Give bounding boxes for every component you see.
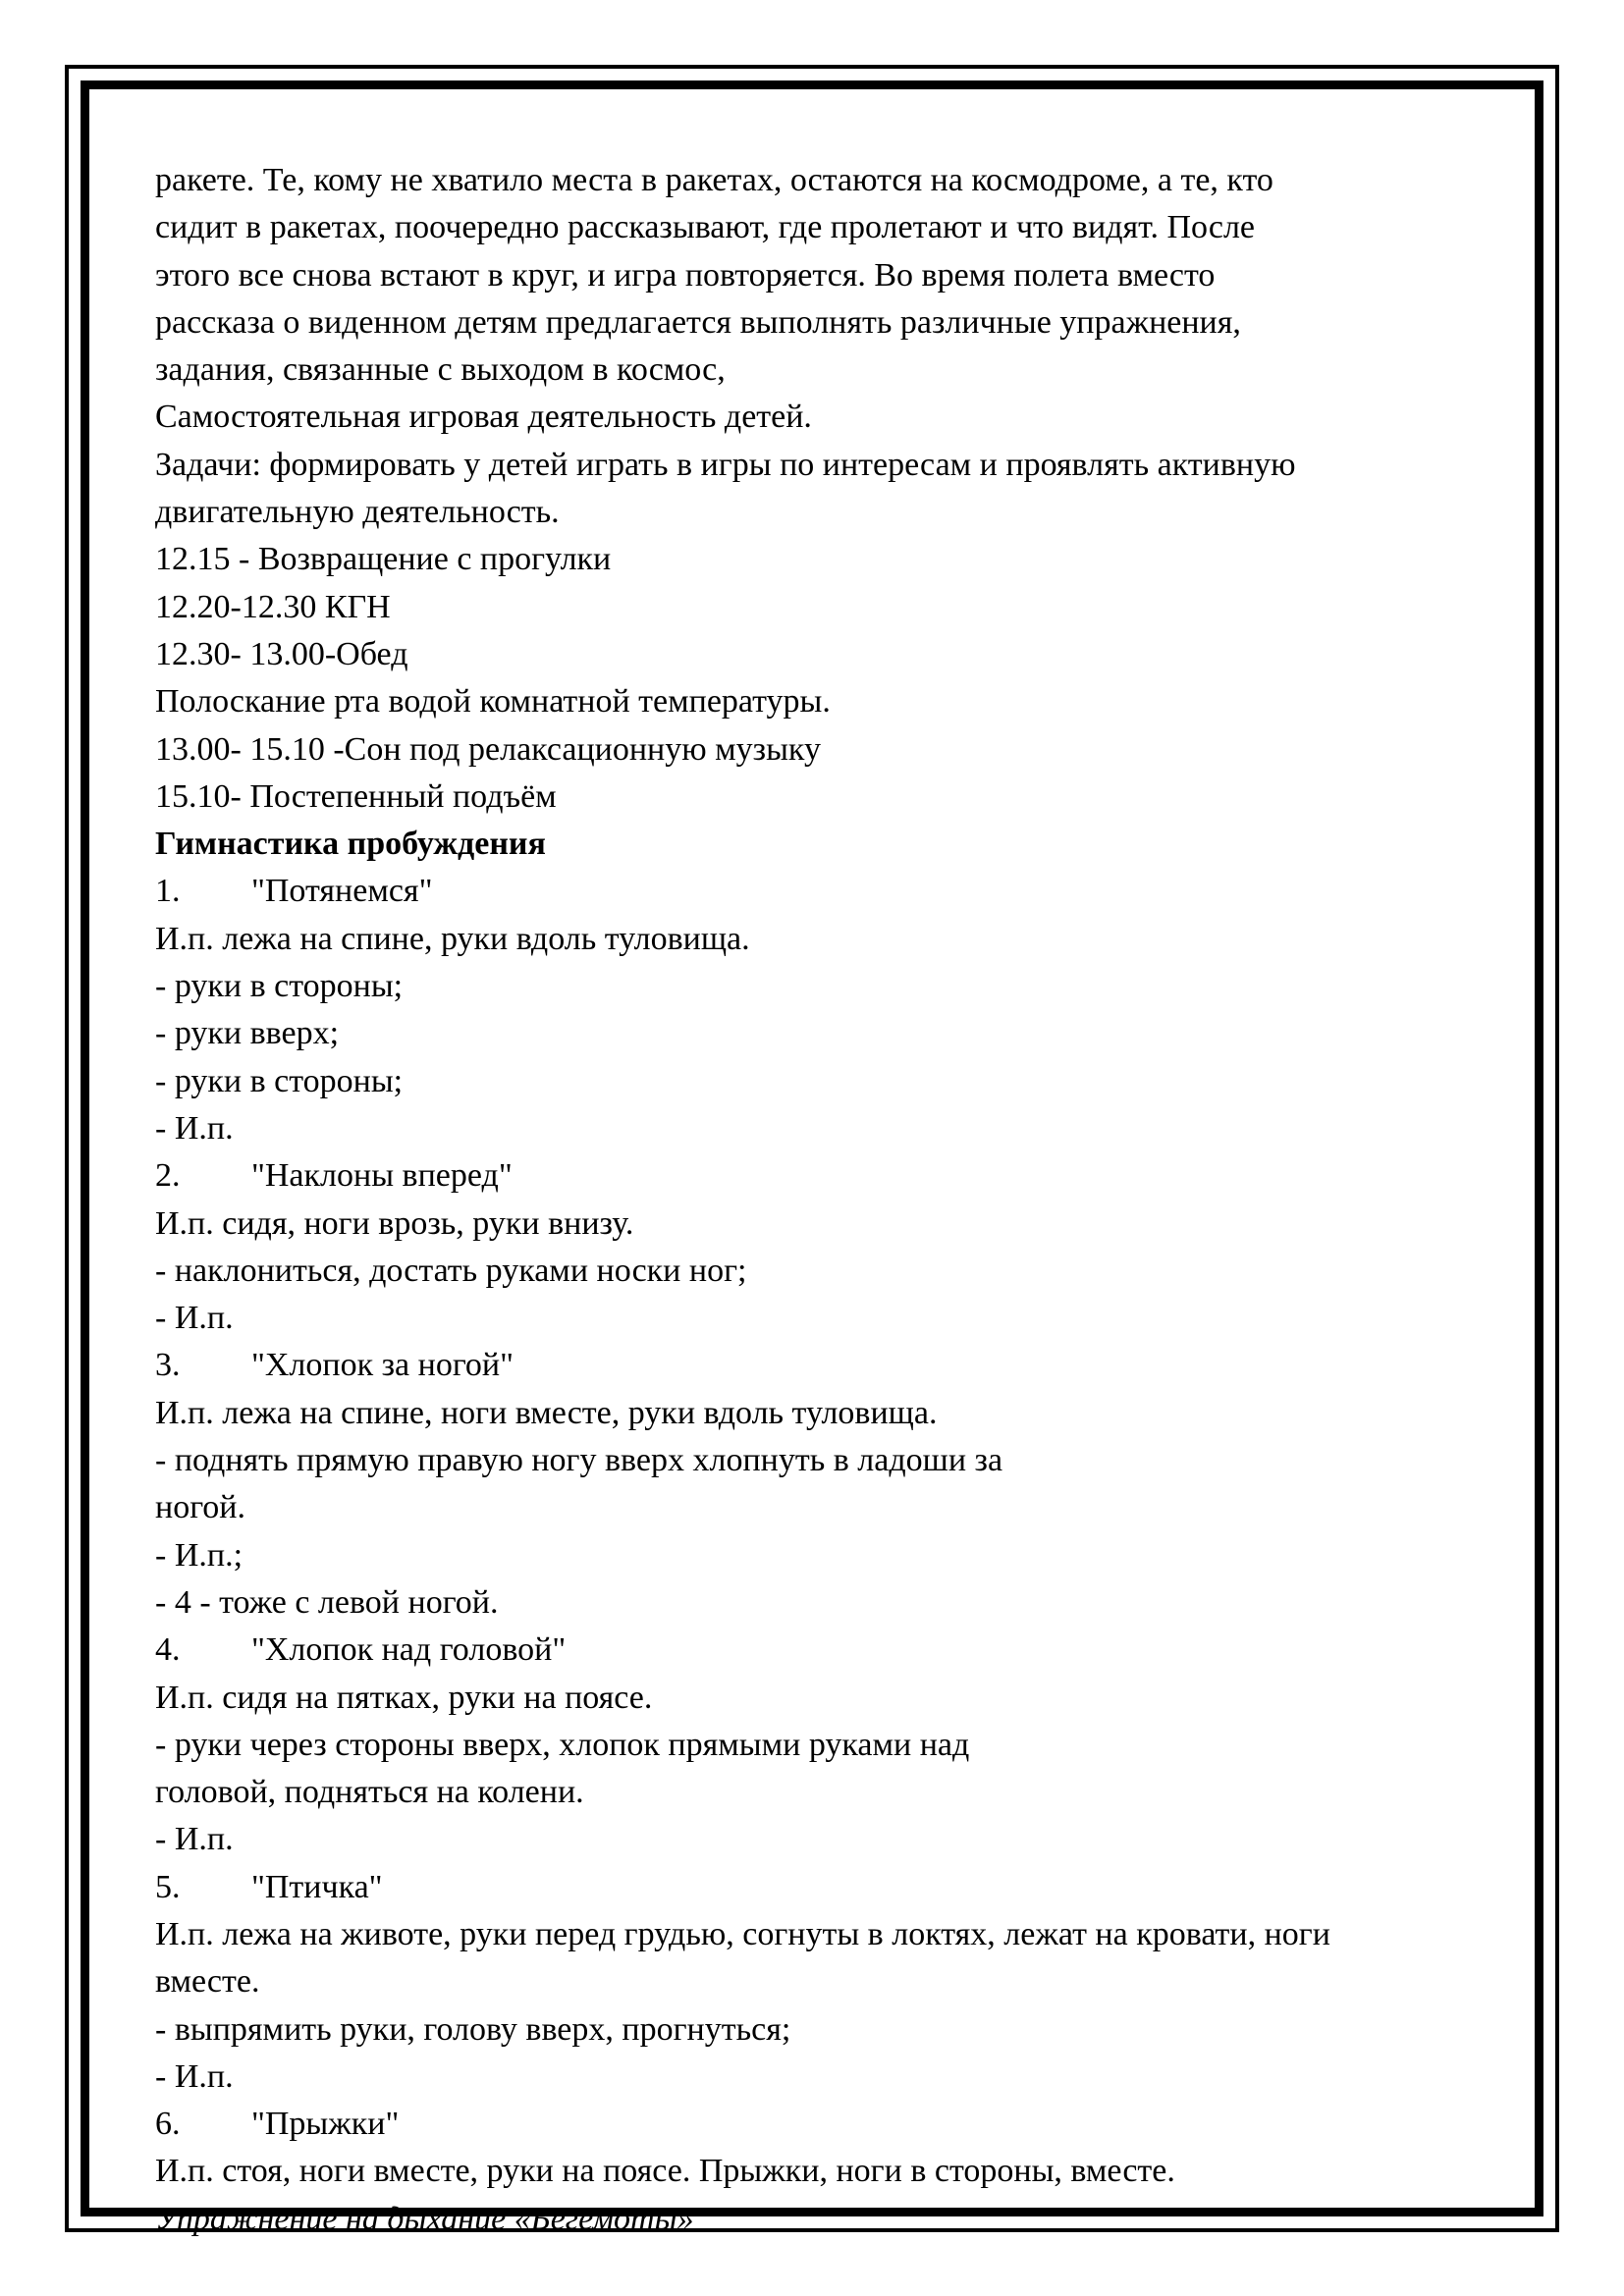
exercise-number: 4. [155, 1631, 181, 1669]
section-heading: Гимнастика пробуждения [155, 826, 546, 863]
exercise-title-line [155, 2101, 1520, 2148]
exercise-line: - выпрямить руки, голову вверх, прогнуться; [155, 2010, 791, 2048]
text-line: этого все снова встают в круг, и игра повторяется. Во время полета вместо [155, 256, 1216, 294]
exercise-line: вместе. [155, 1963, 260, 2001]
exercise-title-line [155, 1627, 1520, 1674]
exercise-line: И.п. стоя, ноги вместе, руки на поясе. Прыжки, ноги в стороны, вместе. [155, 2153, 1175, 2190]
exercise-number: 6. [155, 2106, 181, 2143]
schedule-line: 12.20-12.30 КГН [155, 588, 391, 625]
exercise-number: 2. [155, 1157, 181, 1195]
schedule-line: 15.10- Постепенный подъём [155, 777, 557, 815]
exercise-line: - И.п.; [155, 1536, 244, 1574]
exercise-line: - руки в стороны; [155, 1062, 404, 1099]
exercise-line: головой, подняться на колени. [155, 1774, 584, 1811]
exercise-line: - руки вверх; [155, 1015, 340, 1052]
exercise-number: 3. [155, 1347, 181, 1384]
exercise-number: 1. [155, 873, 181, 910]
schedule-line: 12.30- 13.00-Обед [155, 635, 408, 672]
text-line: двигательную деятельность. [155, 494, 560, 531]
exercise-title: "Прыжки" [251, 2106, 400, 2143]
exercise-line: И.п. лежа на спине, руки вдоль туловища. [155, 920, 750, 957]
text-line: задания, связанные с выходом в космос, [155, 351, 726, 389]
exercise-title-line [155, 1342, 1520, 1389]
exercise-line: И.п. сидя, ноги врозь, руки внизу. [155, 1204, 634, 1242]
exercise-title-line [155, 1152, 1520, 1200]
exercise-line: - И.п. [155, 1300, 234, 1337]
exercise-title: "Птичка" [251, 1868, 383, 1905]
text-line: сидит в ракетах, поочередно рассказывают, где пролетают и что видят. После [155, 209, 1256, 246]
schedule-line: 13.00- 15.10 -Сон под релаксационную музыку [155, 730, 821, 768]
exercise-line: И.п. сидя на пятках, руки на поясе. [155, 1679, 653, 1716]
exercise-line: ногой. [155, 1489, 245, 1526]
exercise-line: - 4 - тоже с левой ногой. [155, 1583, 499, 1621]
document-body [155, 157, 1520, 2243]
exercise-line: - руки в стороны; [155, 968, 404, 1005]
exercise-title: "Потянемся" [251, 873, 433, 910]
text-line: Задачи: формировать у детей играть в игры по интересам и проявлять активную [155, 446, 1296, 483]
text-line: рассказа о виденном детям предлагается выполнять различные упражнения, [155, 303, 1241, 341]
schedule-line: 12.15 - Возвращение с прогулки [155, 541, 612, 578]
exercise-line: - И.п. [155, 2057, 234, 2095]
exercise-title-line [155, 868, 1520, 915]
exercise-title-line [155, 1864, 1520, 1911]
text-line: Полоскание рта водой комнатной температуры. [155, 683, 831, 721]
exercise-line: - поднять прямую правую ногу вверх хлопнуть в ладоши за [155, 1442, 1003, 1479]
text-line: Самостоятельная игровая деятельность детей. [155, 399, 812, 436]
exercise-title: "Хлопок за ногой" [251, 1347, 514, 1384]
exercise-line: - И.п. [155, 1109, 234, 1147]
breathing-exercise-note: Упражнение на дыхание «Бегемоты» [155, 2200, 694, 2237]
exercise-title: "Наклоны вперед" [251, 1157, 513, 1195]
exercise-title: "Хлопок над головой" [251, 1631, 567, 1669]
exercise-line: И.п. лежа на животе, руки перед грудью, согнуты в локтях, лежат на кровати, ноги [155, 1915, 1330, 1952]
exercise-line: - И.п. [155, 1821, 234, 1858]
exercise-line: - руки через стороны вверх, хлопок прямыми руками над [155, 1726, 970, 1763]
exercise-line: И.п. лежа на спине, ноги вместе, руки вдоль туловища. [155, 1394, 938, 1431]
exercise-number: 5. [155, 1868, 181, 1905]
text-line: ракете. Те, кому не хватило места в ракетах, остаются на космодроме, а те, кто [155, 162, 1273, 198]
exercise-line: - наклониться, достать руками носки ног; [155, 1252, 747, 1289]
